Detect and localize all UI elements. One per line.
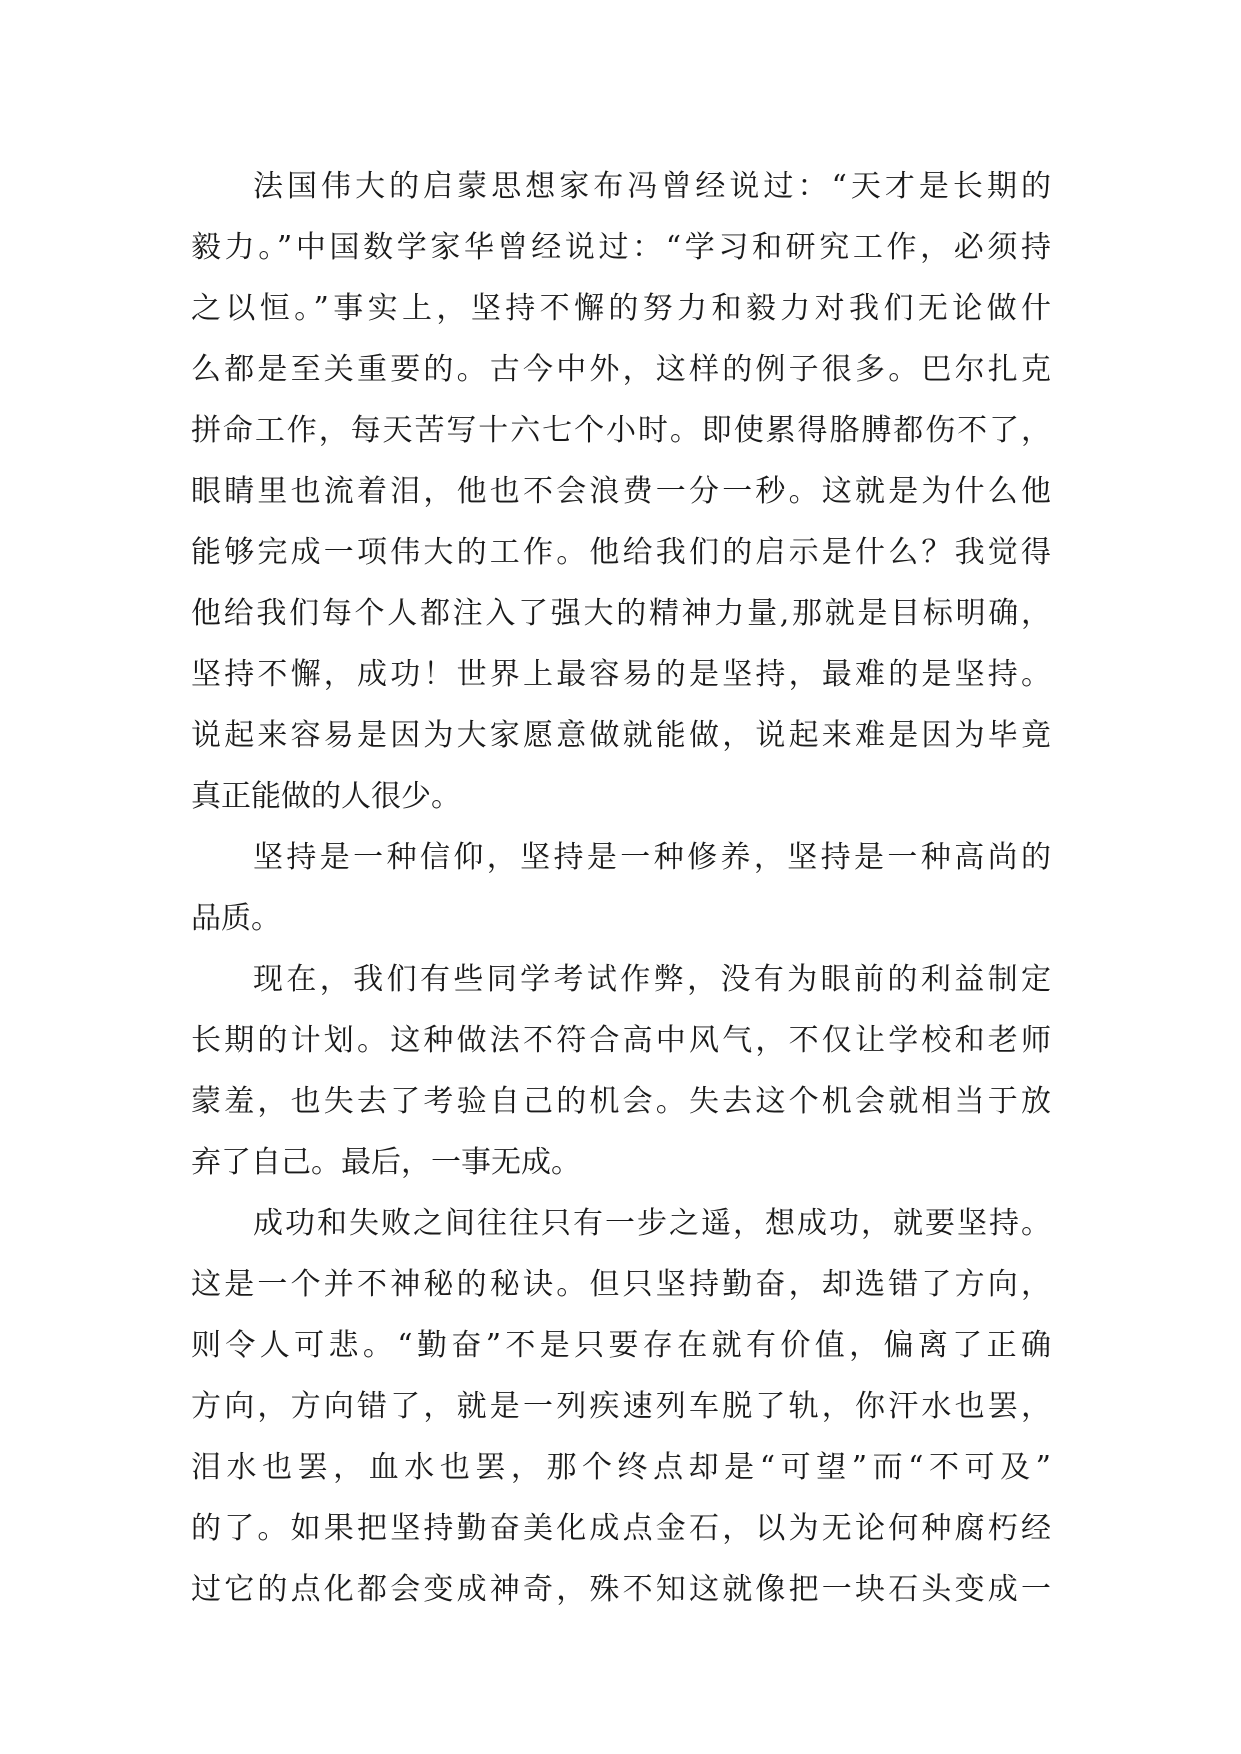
text-line: 说起来容易是因为大家愿意做就能做，说起来难是因为毕竟 (191, 718, 1051, 753)
text-line: 蒙羞，也失去了考验自己的机会。失去这个机会就相当于放 (191, 1084, 1051, 1119)
paragraph-first-line: 法国伟大的启蒙思想家布冯曾经说过：“天才是长期的 (253, 169, 1051, 204)
text-line: 泪水也罢，血水也罢，那个终点却是“可望”而“不可及” (191, 1450, 1051, 1485)
text-line: 品质。 (191, 901, 281, 936)
text-line: 能够完成一项伟大的工作。他给我们的启示是什么？我觉得 (191, 535, 1051, 570)
essay-body (191, 156, 1051, 1620)
paragraph-first-line: 现在，我们有些同学考试作弊，没有为眼前的利益制定 (253, 962, 1051, 997)
text-line: 坚持不懈，成功！世界上最容易的是坚持，最难的是坚持。 (191, 657, 1051, 692)
paragraph-first-line: 成功和失败之间往往只有一步之遥，想成功，就要坚持。 (253, 1206, 1051, 1241)
text-line: 这是一个并不神秘的秘诀。但只坚持勤奋，却选错了方向， (191, 1267, 1051, 1302)
text-line: 他给我们每个人都注入了强大的精神力量,那就是目标明确， (191, 596, 1051, 631)
text-line: 眼睛里也流着泪，他也不会浪费一分一秒。这就是为什么他 (191, 474, 1051, 509)
text-line: 长期的计划。这种做法不符合高中风气，不仅让学校和老师 (191, 1023, 1051, 1058)
text-line: 方向，方向错了，就是一列疾速列车脱了轨，你汗水也罢， (191, 1389, 1051, 1424)
text-line: 拼命工作，每天苦写十六七个小时。即使累得胳膊都伤不了， (191, 413, 1051, 448)
text-line: 么都是至关重要的。古今中外，这样的例子很多。巴尔扎克 (191, 352, 1051, 387)
text-line: 的了。如果把坚持勤奋美化成点金石，以为无论何种腐朽经 (191, 1511, 1051, 1546)
text-line: 则令人可悲。“勤奋”不是只要存在就有价值，偏离了正确 (191, 1328, 1051, 1363)
text-line: 过它的点化都会变成神奇，殊不知这就像把一块石头变成一 (191, 1572, 1051, 1607)
paragraph-first-line: 坚持是一种信仰，坚持是一种修养，坚持是一种高尚的 (253, 840, 1051, 875)
text-line: 真正能做的人很少。 (191, 779, 461, 814)
text-line: 毅力。”中国数学家华曾经说过：“学习和研究工作，必须持 (191, 230, 1051, 265)
text-line: 弃了自己。最后，一事无成。 (191, 1145, 581, 1180)
text-line: 之以恒。”事实上，坚持不懈的努力和毅力对我们无论做什 (191, 291, 1051, 326)
